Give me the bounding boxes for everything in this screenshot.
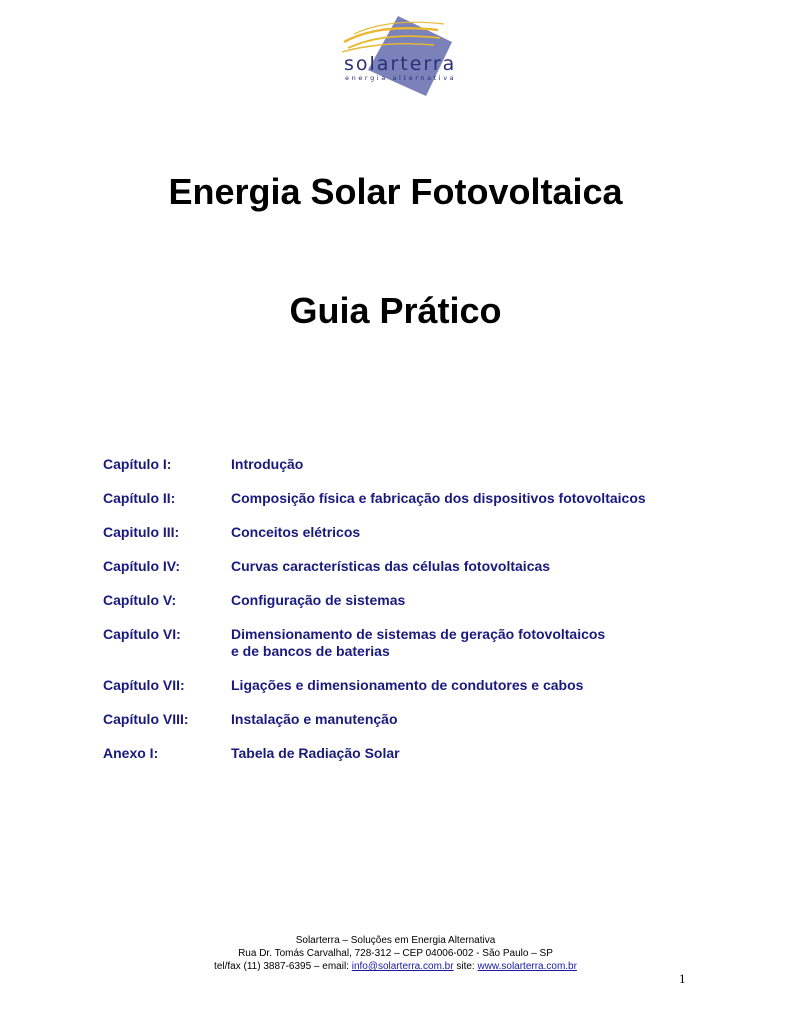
footer-contact xyxy=(0,960,791,973)
page-footer xyxy=(0,934,791,973)
toc-item-capitulo-4 xyxy=(103,558,723,575)
footer-company: Solarterra – Soluções em Energia Alternativa xyxy=(295,935,496,946)
toc-item-capitulo-2 xyxy=(103,490,723,507)
toc-item-capitulo-1 xyxy=(103,456,723,473)
email-link[interactable]: info@solarterra.com.br xyxy=(351,961,454,972)
toc-title xyxy=(231,711,723,728)
toc-title-line: Configuração de sistemas xyxy=(231,592,406,608)
toc-label: Capítulo V: xyxy=(103,592,177,608)
toc-label: Capítulo II: xyxy=(103,490,176,506)
toc-item-capitulo-8 xyxy=(103,711,723,728)
toc-item-capitulo-6 xyxy=(103,626,723,660)
solarterra-logo-graphic xyxy=(340,12,458,98)
toc-label: Capítulo IV: xyxy=(103,558,180,574)
logo-tagline: energia alternativa xyxy=(345,74,457,82)
toc-title xyxy=(231,524,723,541)
footer-address: Rua Dr. Tomás Carvalhal, 728-312 – CEP 04006-002 - São Paulo – SP xyxy=(238,948,553,959)
toc-title xyxy=(231,626,723,660)
website-link[interactable]: www.solarterra.com.br xyxy=(477,961,577,972)
toc-title xyxy=(231,677,723,694)
toc-title-line: Curvas características das células fotovoltaicas xyxy=(231,558,551,574)
document-subtitle: Guia Prático xyxy=(289,290,502,331)
page-number: 1 xyxy=(679,971,686,986)
toc-item-capitulo-3 xyxy=(103,524,723,541)
logo-wordmark: solarterra xyxy=(344,53,457,75)
toc-label: Capítulo VI: xyxy=(103,626,181,642)
table-of-contents xyxy=(103,456,723,779)
toc-item-capitulo-5 xyxy=(103,592,723,609)
toc-title xyxy=(231,558,723,575)
toc-item-capitulo-7 xyxy=(103,677,723,694)
toc-title-line: Introdução xyxy=(231,456,304,472)
toc-label: Capítulo VIII: xyxy=(103,711,189,727)
toc-title-line: Tabela de Radiação Solar xyxy=(231,745,400,761)
toc-title-line: Instalação e manutenção xyxy=(231,711,398,727)
toc-title-line: Ligações e dimensionamento de condutores e cabos xyxy=(231,677,584,693)
footer-site-label: site: xyxy=(453,961,478,972)
toc-title-line: Conceitos elétricos xyxy=(231,524,361,540)
toc-title-line: e de bancos de baterias xyxy=(231,643,390,659)
toc-title-line: Dimensionamento de sistemas de geração fotovoltaicos xyxy=(231,626,606,642)
toc-label: Capitulo III: xyxy=(103,524,180,540)
toc-label: Capítulo I: xyxy=(103,456,172,472)
toc-title xyxy=(231,592,723,609)
toc-title-line: Composição física e fabricação dos dispositivos fotovoltaicos xyxy=(231,490,646,506)
footer-phone: tel/fax (11) 3887-6395 – email: xyxy=(214,961,352,972)
toc-item-anexo-1 xyxy=(103,745,723,762)
toc-title xyxy=(231,490,723,507)
document-title: Energia Solar Fotovoltaica xyxy=(168,171,623,212)
solarterra-logo xyxy=(340,12,458,98)
toc-label: Anexo I: xyxy=(103,745,159,761)
toc-label: Capítulo VII: xyxy=(103,677,185,693)
toc-title xyxy=(231,745,723,762)
toc-title xyxy=(231,456,723,473)
